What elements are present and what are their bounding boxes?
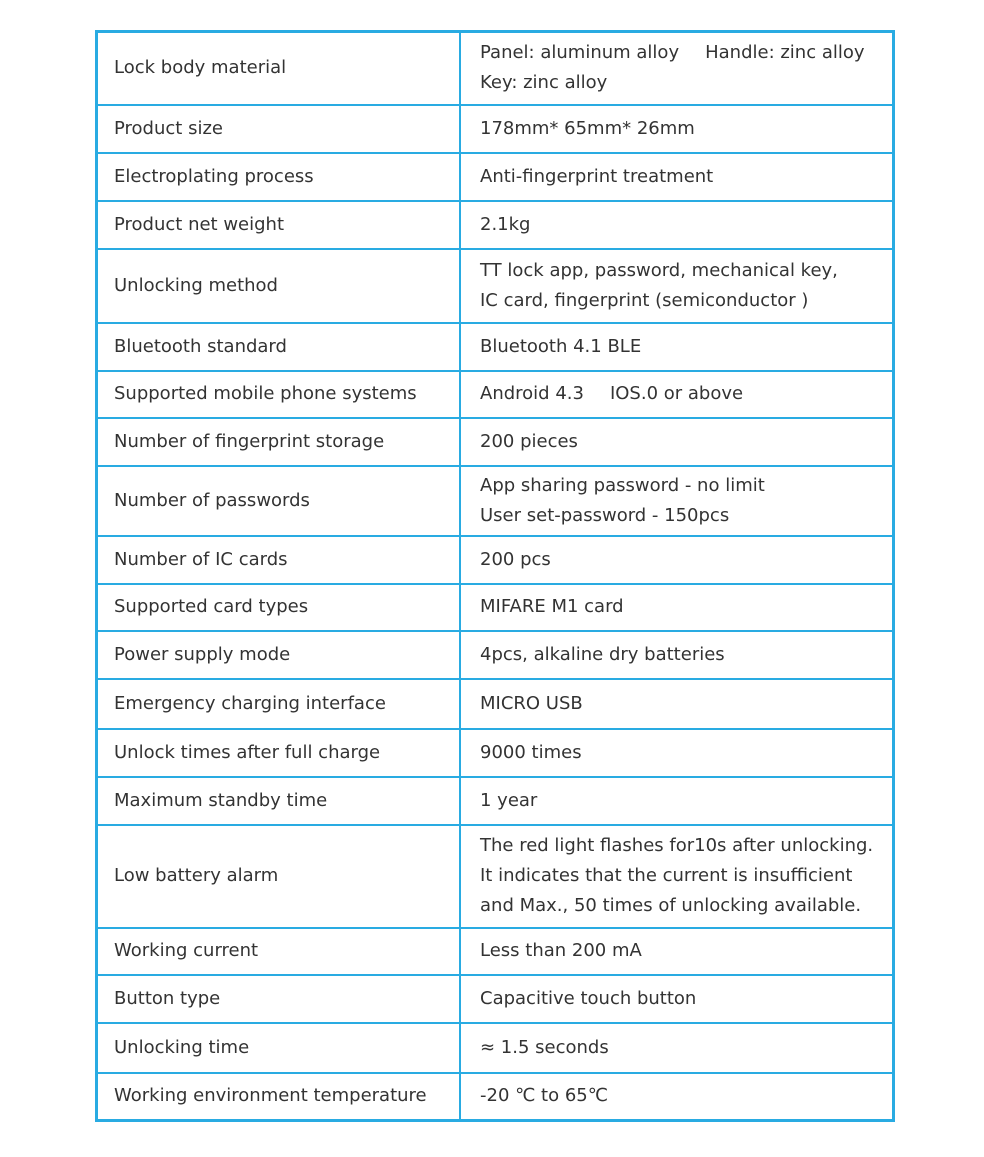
spec-label: Electroplating process bbox=[97, 153, 461, 201]
spec-value bbox=[460, 32, 894, 105]
table-row bbox=[97, 928, 894, 975]
table-row bbox=[97, 1073, 894, 1121]
table-row bbox=[97, 777, 894, 825]
spec-label: Unlock times after full charge bbox=[97, 729, 461, 777]
table-row bbox=[97, 201, 894, 249]
spec-label: Button type bbox=[97, 975, 461, 1023]
spec-value-line bbox=[480, 379, 892, 409]
spec-value: Capacitive touch button bbox=[460, 975, 894, 1023]
spec-value: 2.1kg bbox=[460, 201, 894, 249]
spec-label: Unlocking method bbox=[97, 249, 461, 323]
spec-value-line: User set-password - 150pcs bbox=[480, 504, 730, 526]
table-row bbox=[97, 729, 894, 777]
spec-label: Working environment temperature bbox=[97, 1073, 461, 1121]
table-row bbox=[97, 584, 894, 631]
spec-label: Number of passwords bbox=[97, 466, 461, 536]
spec-value-line bbox=[480, 38, 892, 68]
spec-value: MICRO USB bbox=[460, 679, 894, 729]
spec-value: 200 pieces bbox=[460, 418, 894, 466]
table-row bbox=[97, 536, 894, 584]
spec-label: Maximum standby time bbox=[97, 777, 461, 825]
spec-label: Number of IC cards bbox=[97, 536, 461, 584]
table-row bbox=[97, 249, 894, 323]
table-row bbox=[97, 1023, 894, 1073]
spec-value bbox=[460, 466, 894, 536]
spec-label: Unlocking time bbox=[97, 1023, 461, 1073]
spec-label: Working current bbox=[97, 928, 461, 975]
spec-value-line: IC card, fingerprint (semiconductor ) bbox=[480, 289, 809, 311]
table-row bbox=[97, 32, 894, 105]
spec-value: 4pcs, alkaline dry batteries bbox=[460, 631, 894, 679]
table-row bbox=[97, 105, 894, 153]
spec-value: -20 ℃ to 65℃ bbox=[460, 1073, 894, 1121]
table-row bbox=[97, 679, 894, 729]
spec-value-part: IOS.0 or above bbox=[609, 383, 744, 404]
table-row bbox=[97, 371, 894, 418]
spec-table bbox=[95, 30, 895, 1122]
spec-value: Less than 200 mA bbox=[460, 928, 894, 975]
spec-label: Number of fingerprint storage bbox=[97, 418, 461, 466]
table-row bbox=[97, 631, 894, 679]
spec-label: Lock body material bbox=[97, 32, 461, 105]
spec-value: MIFARE M1 card bbox=[460, 584, 894, 631]
spec-value: 1 year bbox=[460, 777, 894, 825]
spec-label: Emergency charging interface bbox=[97, 679, 461, 729]
table-row bbox=[97, 418, 894, 466]
spec-label: Supported card types bbox=[97, 584, 461, 631]
spec-label: Low battery alarm bbox=[97, 825, 461, 928]
table-row bbox=[97, 466, 894, 536]
spec-value: 200 pcs bbox=[460, 536, 894, 584]
spec-value: 9000 times bbox=[460, 729, 894, 777]
spec-value-line: App sharing password - no limit bbox=[480, 474, 765, 496]
spec-label: Product size bbox=[97, 105, 461, 153]
spec-value: Bluetooth 4.1 BLE bbox=[460, 323, 894, 371]
spec-value: Anti-fingerprint treatment bbox=[460, 153, 894, 201]
table-row bbox=[97, 323, 894, 371]
spec-value-part: Android 4.3 bbox=[480, 383, 584, 404]
spec-value-part: Handle: zinc alloy bbox=[705, 42, 865, 64]
spec-value bbox=[460, 249, 894, 323]
spec-value: ≈ 1.5 seconds bbox=[460, 1023, 894, 1073]
spec-value bbox=[460, 371, 894, 418]
table-row bbox=[97, 975, 894, 1023]
spec-value-line: The red light flashes for10s after unlocking. bbox=[480, 835, 874, 856]
spec-value-line: It indicates that the current is insufficient bbox=[480, 865, 853, 886]
spec-value-line: Key: zinc alloy bbox=[480, 72, 608, 94]
spec-value-line: and Max., 50 times of unlocking available. bbox=[480, 895, 862, 916]
spec-label: Product net weight bbox=[97, 201, 461, 249]
spec-label: Power supply mode bbox=[97, 631, 461, 679]
table-row bbox=[97, 153, 894, 201]
spec-value-line: TT lock app, password, mechanical key, bbox=[480, 259, 838, 281]
spec-label: Bluetooth standard bbox=[97, 323, 461, 371]
spec-value bbox=[460, 825, 894, 928]
spec-value-part: Panel: aluminum alloy bbox=[480, 42, 680, 64]
spec-value: 178mm* 65mm* 26mm bbox=[460, 105, 894, 153]
table-row bbox=[97, 825, 894, 928]
spec-label: Supported mobile phone systems bbox=[97, 371, 461, 418]
